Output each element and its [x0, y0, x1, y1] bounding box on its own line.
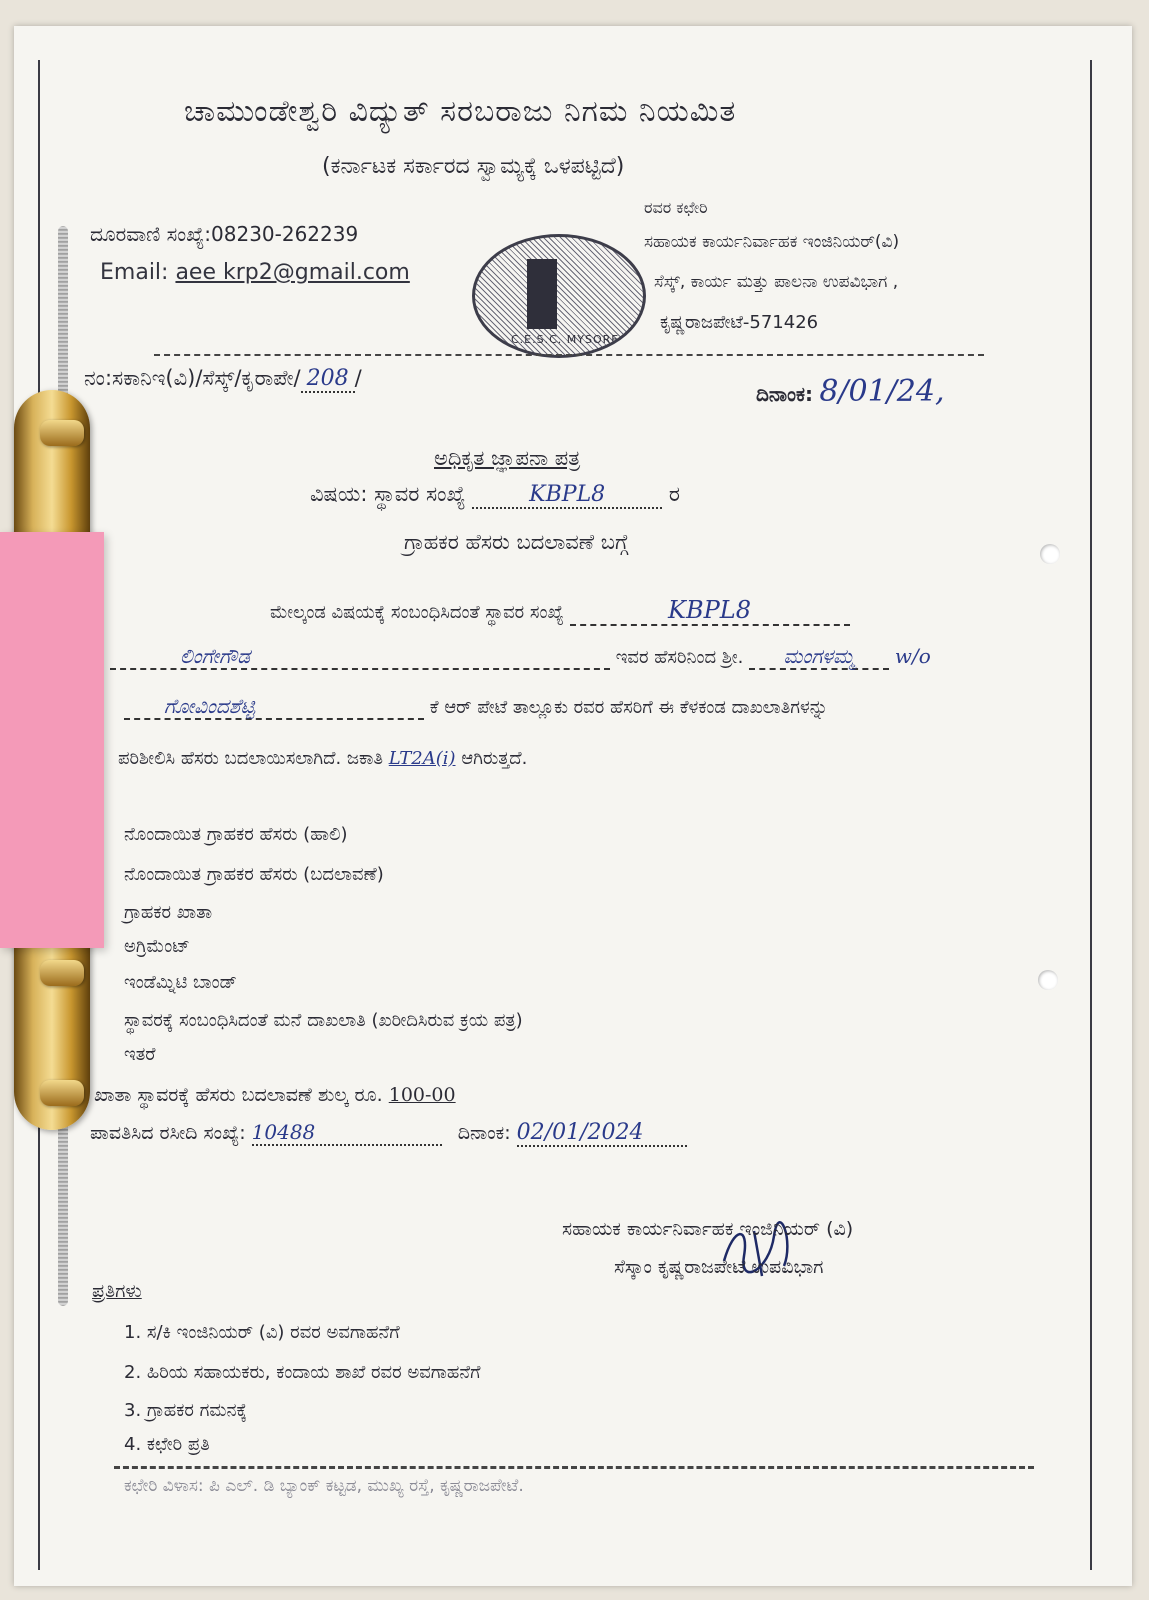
new-consumer-name: ಮಂಗಳಮ್ಮ: [749, 644, 889, 670]
father-name: ಗೋವಿಂದಶೆಟ್ಟಿ: [124, 694, 424, 720]
document-item-4: ಅಗ್ರಿಮೆಂಟ್: [124, 936, 190, 957]
document-item-5: ಇಂಡೆಮ್ನಿಟಿ ಬಾಂಡ್: [124, 972, 237, 993]
seal-tower-icon: [527, 259, 557, 329]
phone-number: ದೂರವಾಣಿ ಸಂಖ್ಯೆ:08230-262239: [90, 222, 359, 246]
subject-line-2: ಗ್ರಾಹಕರ ಹೆಸರು ಬದಲಾವಣೆ ಬಗ್ಗೆ: [404, 530, 629, 554]
body-line-2: [110, 644, 931, 670]
org-subtitle: (ಕರ್ನಾಟಕ ಸರ್ಕಾರದ ಸ್ವಾಮ್ಯಕ್ಕೆ ಒಳಪಟ್ಟಿದೆ): [322, 154, 625, 179]
tariff-code: LT2A(i): [388, 748, 456, 769]
body-p1-prefix: ಮೇಲ್ಕಂಡ ವಿಷಯಕ್ಕೆ ಸಂಬಂಧಿಸಿದಂತೆ ಸ್ಥಾವರ ಸಂಖ್ಯೆ: [270, 602, 564, 623]
body-line-3: [124, 694, 828, 720]
email-label: Email:: [100, 260, 169, 285]
office-line-2: ಸಹಾಯಕ ಕಾರ್ಯನಿರ್ವಾಹಕ ಇಂಜಿನಿಯರ್(ವಿ): [644, 232, 900, 252]
subject-label: ವಿಷಯ: ಸ್ಥಾವರ ಸಂಖ್ಯೆ: [310, 482, 466, 506]
receipt-date-label: ದಿನಾಂಕ:: [457, 1122, 511, 1144]
punch-hole-bottom: [1038, 970, 1058, 990]
reference-line: [84, 366, 362, 393]
office-line-3: ಸೆಸ್ಕ್, ಕಾರ್ಯ ಮತ್ತು ಪಾಲನಾ ಉಪವಿಭಾಗ ,: [654, 272, 899, 292]
org-name: ಚಾಮುಂಡೇಶ್ವರಿ ವಿದ್ಯುತ್ ಸರಬರಾಜು ನಿಗಮ ನಿಯಮಿತ: [184, 94, 737, 129]
document-item-7: ಇತರೆ: [124, 1044, 156, 1065]
date-line: [756, 374, 945, 409]
body-p1-mid: ಇವರ ಹೆಸರಿನಿಂದ ಶ್ರೀ.: [615, 647, 744, 668]
copy-item-4: 4. ಕಛೇರಿ ಪ್ರತಿ: [124, 1434, 210, 1455]
body-p3-prefix: ಪರಿಶೀಲಿಸಿ ಹೆಸರು ಬದಲಾಯಿಸಲಾಗಿದೆ. ಜಕಾತಿ: [118, 748, 384, 769]
footer-address: ಕಛೇರಿ ವಿಳಾಸ: ಪಿ ಎಲ್. ಡಿ ಬ್ಯಾಂಕ್ ಕಟ್ಟಡ, ಮುಖ್ಯ ರಸ್ತೆ, ಕೃಷ್ಣರಾಜಪೇಟೆ.: [124, 1476, 524, 1496]
punch-hole-top: [1040, 544, 1060, 564]
cesc-seal-logo: [472, 234, 646, 358]
document-item-3: ಗ್ರಾಹಕರ ಖಾತಾ: [124, 902, 213, 923]
seal-text: C.E.S.C. MYSORE: [511, 333, 620, 346]
body-p3-suffix: ಆಗಿರುತ್ತದೆ.: [461, 748, 528, 769]
receipt-number: 10488: [252, 1120, 442, 1146]
document-item-6: ಸ್ಥಾವರಕ್ಕೆ ಸಂಬಂಧಿಸಿದಂತೆ ಮನೆ ದಾಖಲಾತಿ (ಖರೀದಿಸಿರುವ ಕ್ರಯ ಪತ್ರ): [124, 1010, 523, 1031]
relation: w/o: [894, 644, 931, 668]
footer-divider: [114, 1466, 1034, 1469]
copy-item-1: 1. ಸ/ಕಿ ಇಂಜಿನಿಯರ್ (ವಿ) ರವರ ಅವಗಾಹನೆಗೆ: [124, 1322, 400, 1343]
pink-sticky-note: [0, 532, 104, 948]
subject-line: [310, 482, 680, 509]
memo-heading: ಅಧಿಕೃತ ಜ್ಞಾಪನಾ ಪತ್ರ: [434, 446, 581, 470]
subject-code: KBPL8: [472, 482, 662, 509]
signatory-title: ಸಹಾಯಕ ಕಾರ್ಯನಿರ್ವಾಹಕ ಇಂಜಿನಿಯರ್ (ವಿ): [562, 1218, 854, 1240]
receipt-label: ಪಾವತಿಸಿದ ರಸೀದಿ ಸಂಖ್ಯೆ:: [90, 1122, 246, 1144]
fee-amount: 100-00: [388, 1084, 456, 1106]
document-item-1: ನೊಂದಾಯಿತ ಗ್ರಾಹಕರ ಹೆಸರು (ಹಾಲಿ): [124, 824, 348, 845]
document-page: [14, 26, 1132, 1586]
body-p1-code: KBPL8: [570, 596, 850, 626]
signatory-office: ಸೆಸ್ಕಾಂ ಕೃಷ್ಣರಾಜಪೇಟೆ ಉಪವಿಭಾಗ: [614, 1256, 824, 1278]
fee-label: ಖಾತಾ ಸ್ಥಾವರಕ್ಕೆ ಹೆಸರು ಬದಲಾವಣೆ ಶುಲ್ಕ ರೂ.: [94, 1084, 383, 1106]
old-consumer-name: ಲಿಂಗೇಗೌಡ: [110, 644, 610, 670]
fee-line: [94, 1084, 456, 1106]
document-item-2: ನೊಂದಾಯಿತ ಗ್ರಾಹಕರ ಹೆಸರು (ಬದಲಾವಣೆ): [124, 864, 384, 885]
reference-number: 208: [301, 366, 355, 393]
body-p2: ಕೆ ಆರ್ ಪೇಟೆ ತಾಲ್ಲೂಕು ರವರ ಹೆಸರಿಗೆ ಈ ಕೆಳಕಂಡ ದಾಖಲಾತಿಗಳನ್ನು: [429, 697, 828, 718]
copy-item-3: 3. ಗ್ರಾಹಕರ ಗಮನಕ್ಕೆ: [124, 1400, 247, 1421]
office-line-4: ಕೃಷ್ಣರಾಜಪೇಟೆ-571426: [660, 312, 819, 333]
reference-suffix: /: [354, 366, 362, 390]
date-label: ದಿನಾಂಕ:: [756, 382, 813, 406]
binder-knob-bottom: [40, 1080, 84, 1106]
subject-suffix: ರ: [668, 482, 680, 506]
copies-heading: ಪ್ರತಿಗಳು: [92, 1280, 142, 1302]
body-line-1: [270, 596, 850, 626]
header-divider: [154, 354, 984, 356]
receipt-line: [90, 1120, 687, 1147]
copy-item-2: 2. ಹಿರಿಯ ಸಹಾಯಕರು, ಕಂದಾಯ ಶಾಖೆ ರವರ ಅವಗಾಹನೆಗೆ: [124, 1362, 481, 1383]
body-line-4: [118, 748, 527, 769]
reference-label: ನಂ:ಸಕಾನಿಇ(ವಿ)/ಸೆಸ್ಕ್/ಕೃರಾಪೇ/: [84, 366, 301, 390]
email-address[interactable]: aee krp2@gmail.com: [175, 260, 410, 285]
binder-knob-middle: [40, 960, 84, 986]
binder-knob-top: [40, 420, 84, 446]
office-line-1: ರವರ ಕಛೇರಿ: [644, 198, 708, 217]
receipt-date: 02/01/2024: [517, 1120, 687, 1147]
date-value: 8/01/24,: [819, 374, 945, 409]
email-line: [100, 260, 410, 285]
